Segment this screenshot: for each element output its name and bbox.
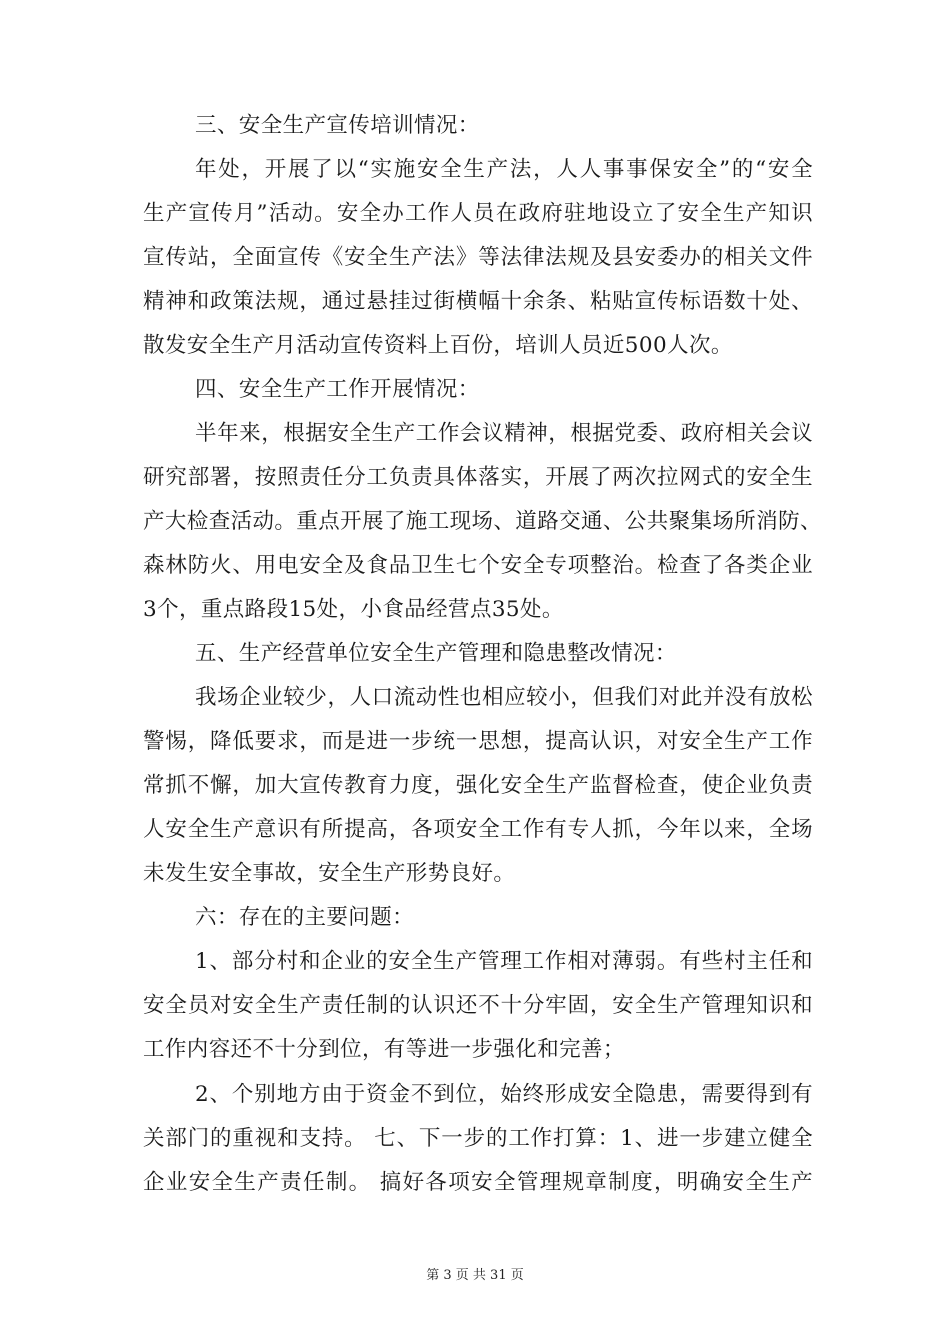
- section-heading: 三、安全生产宣传培训情况：: [195, 113, 480, 138]
- paragraph-line: 人安全生产意识有所提高，各项安全工作有专人抓，今年以来，全场: [143, 817, 813, 842]
- paragraph-line: 工作内容还不十分到位，有等进一步强化和完善；: [143, 1037, 625, 1062]
- page-number: 第 3 页 共 31 页: [426, 1268, 524, 1283]
- paragraph-line: 未发生安全事故，安全生产形势良好。: [143, 861, 516, 886]
- paragraph-line: 警惕，降低要求，而是进一步统一思想，提高认识，对安全生产工作: [143, 729, 813, 754]
- paragraph-line: 宣传站，全面宣传《安全生产法》等法律法规及县安委办的相关文件: [143, 245, 813, 270]
- paragraph-line: 散发安全生产月活动宣传资料上百份，培训人员近500人次。: [143, 333, 733, 358]
- section-heading: 四、安全生产工作开展情况：: [195, 377, 480, 402]
- paragraph-line: 年处，开展了以“实施安全生产法，人人事事保安全”的“安全: [195, 157, 813, 182]
- paragraph-line: 安全员对安全生产责任制的认识还不十分牢固，安全生产管理知识和: [143, 993, 813, 1018]
- section-heading: 五、生产经营单位安全生产管理和隐患整改情况：: [195, 641, 677, 666]
- section-heading: 六：存在的主要问题：: [195, 905, 415, 930]
- paragraph-line: 生产宣传月”活动。安全办工作人员在政府驻地设立了安全生产知识: [143, 201, 813, 226]
- paragraph-line: 常抓不懈，加大宣传教育力度，强化安全生产监督检查，使企业负责: [143, 773, 813, 798]
- paragraph-line: 3个，重点路段15处，小食品经营点35处。: [143, 597, 564, 622]
- paragraph-line: 森林防火、用电安全及食品卫生七个安全专项整治。检查了各类企业: [143, 553, 813, 578]
- paragraph-line: 1、部分村和企业的安全生产管理工作相对薄弱。有些村主任和: [195, 949, 813, 974]
- paragraph-line: 产大检查活动。重点开展了施工现场、道路交通、公共聚集场所消防、: [143, 509, 822, 534]
- paragraph-line: 关部门的重视和支持。 七、下一步的工作打算：1、进一步建立健全: [143, 1126, 813, 1151]
- paragraph-line: 研究部署，按照责任分工负责具体落实，开展了两次拉网式的安全生: [143, 465, 813, 490]
- paragraph-line: 半年来，根据安全生产工作会议精神，根据党委、政府相关会议: [195, 421, 813, 446]
- paragraph-line: 我场企业较少，人口流动性也相应较小，但我们对此并没有放松: [195, 685, 813, 710]
- paragraph-line: 企业安全生产责任制。 搞好各项安全管理规章制度，明确安全生产: [143, 1170, 813, 1195]
- paragraph-line: 精神和政策法规，通过悬挂过街横幅十余条、粘贴宣传标语数十处、: [143, 289, 813, 314]
- paragraph-line: 2、个别地方由于资金不到位，始终形成安全隐患，需要得到有: [195, 1082, 813, 1107]
